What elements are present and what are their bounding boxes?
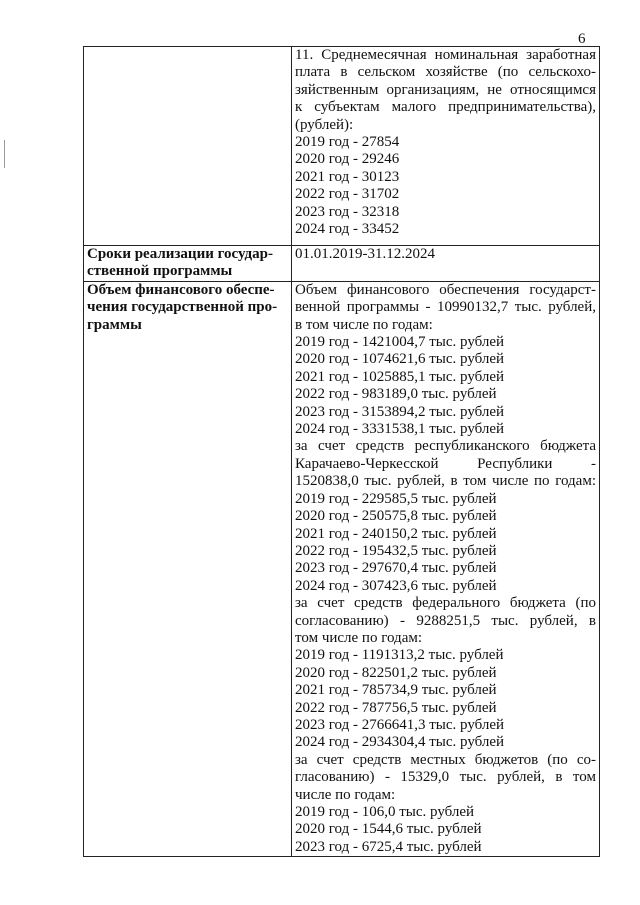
federal-year-amount: 2023 год - 2766641,3 тыс. рублей bbox=[295, 716, 505, 733]
funding-total-line: венной программы - 10990132,7 тыс. рублей, bbox=[295, 299, 596, 316]
republic-budget-line: Карачаево-Черкесской Республики - bbox=[295, 455, 596, 472]
indicator-year-value: 2024 год - 33452 bbox=[295, 221, 400, 238]
table-row-indicator bbox=[84, 47, 600, 246]
republic-year-amount: 2020 год - 250575,8 тыс. рублей bbox=[295, 508, 497, 525]
terms-label-line: Сроки реализации государ- bbox=[87, 246, 273, 262]
republic-year-amount: 2021 год - 240150,2 тыс. рублей bbox=[295, 525, 497, 542]
federal-year-amount: 2024 год - 2934304,4 тыс. рублей bbox=[295, 734, 505, 751]
local-budget-line: числе по годам: bbox=[295, 786, 396, 803]
funding-label-line: чения государственной про- bbox=[87, 299, 278, 316]
republic-year-amount: 2023 год - 297670,4 тыс. рублей bbox=[295, 560, 497, 577]
program-passport-table bbox=[83, 46, 600, 857]
local-budget-line: за счет средств местных бюджетов (по со- bbox=[295, 751, 596, 768]
federal-budget-line: том числе по годам: bbox=[295, 629, 423, 646]
indicator-label-cell bbox=[84, 47, 292, 246]
republic-year-amount: 2022 год - 195432,5 тыс. рублей bbox=[295, 542, 497, 559]
funding-total-line: Объем финансового обеспечения государст- bbox=[295, 281, 596, 298]
indicator-year-value: 2023 год - 32318 bbox=[295, 203, 400, 220]
federal-year-amount: 2020 год - 822501,2 тыс. рублей bbox=[295, 664, 497, 681]
funding-total-line: в том числе по годам: bbox=[295, 316, 433, 333]
local-budget-line: гласованию) - 15329,0 тыс. рублей, в том bbox=[295, 769, 596, 786]
funding-label-line: граммы bbox=[87, 316, 142, 333]
federal-year-amount: 2022 год - 787756,5 тыс. рублей bbox=[295, 699, 497, 716]
indicator-heading-line: (рублей): bbox=[295, 116, 354, 133]
indicator-heading-line: плата в сельском хозяйстве (по сельскохо- bbox=[295, 64, 596, 81]
local-year-amount: 2019 год - 106,0 тыс. рублей bbox=[295, 804, 475, 820]
page-number: 6 bbox=[578, 31, 586, 47]
terms-value-cell bbox=[292, 246, 600, 282]
funding-label-cell bbox=[84, 281, 292, 856]
scan-edge-mark bbox=[4, 140, 5, 168]
indicator-heading-line: 11. Среднемесячная номинальная заработная bbox=[295, 47, 596, 63]
federal-year-amount: 2021 год - 785734,9 тыс. рублей bbox=[295, 682, 497, 699]
funding-label-line: Объем финансового обеспе- bbox=[87, 281, 275, 298]
indicator-heading-line: зяйственным организациям, не относящимся bbox=[295, 81, 596, 98]
federal-year-amount: 2019 год - 1191313,2 тыс. рублей bbox=[295, 647, 504, 664]
terms-value: 01.01.2019-31.12.2024 bbox=[295, 246, 435, 262]
terms-label-cell bbox=[84, 246, 292, 282]
table-row-funding bbox=[84, 281, 600, 856]
indicator-heading-line: к субъектам малого предпринимательства), bbox=[295, 99, 596, 116]
total-year-amount: 2022 год - 983189,0 тыс. рублей bbox=[295, 386, 497, 403]
indicator-year-value: 2021 год - 30123 bbox=[295, 168, 400, 185]
republic-budget-line: за счет средств республиканского бюджета bbox=[295, 438, 596, 455]
indicator-year-value: 2019 год - 27854 bbox=[295, 134, 400, 151]
indicator-year-value: 2020 год - 29246 bbox=[295, 151, 400, 168]
republic-budget-line: 1520838,0 тыс. рублей, в том числе по годам: bbox=[295, 473, 596, 490]
indicator-year-value: 2022 год - 31702 bbox=[295, 186, 400, 203]
federal-budget-line: за счет средств федерального бюджета (по bbox=[295, 595, 596, 612]
indicator-value-cell bbox=[292, 47, 600, 246]
total-year-amount: 2024 год - 3331538,1 тыс. рублей bbox=[295, 421, 505, 438]
funding-value-cell bbox=[292, 281, 600, 856]
federal-budget-line: согласованию) - 9288251,5 тыс. рублей, в bbox=[295, 612, 596, 629]
terms-label-line: ственной программы bbox=[87, 263, 233, 280]
total-year-amount: 2019 год - 1421004,7 тыс. рублей bbox=[295, 334, 505, 351]
total-year-amount: 2023 год - 3153894,2 тыс. рублей bbox=[295, 403, 505, 420]
total-year-amount: 2020 год - 1074621,6 тыс. рублей bbox=[295, 351, 505, 368]
republic-year-amount: 2024 год - 307423,6 тыс. рублей bbox=[295, 577, 497, 594]
local-year-amount: 2023 год - 6725,4 тыс. рублей bbox=[295, 838, 482, 855]
republic-year-amount: 2019 год - 229585,5 тыс. рублей bbox=[295, 490, 497, 507]
table-row-terms bbox=[84, 246, 600, 282]
local-year-amount: 2020 год - 1544,6 тыс. рублей bbox=[295, 821, 482, 838]
total-year-amount: 2021 год - 1025885,1 тыс. рублей bbox=[295, 368, 505, 385]
